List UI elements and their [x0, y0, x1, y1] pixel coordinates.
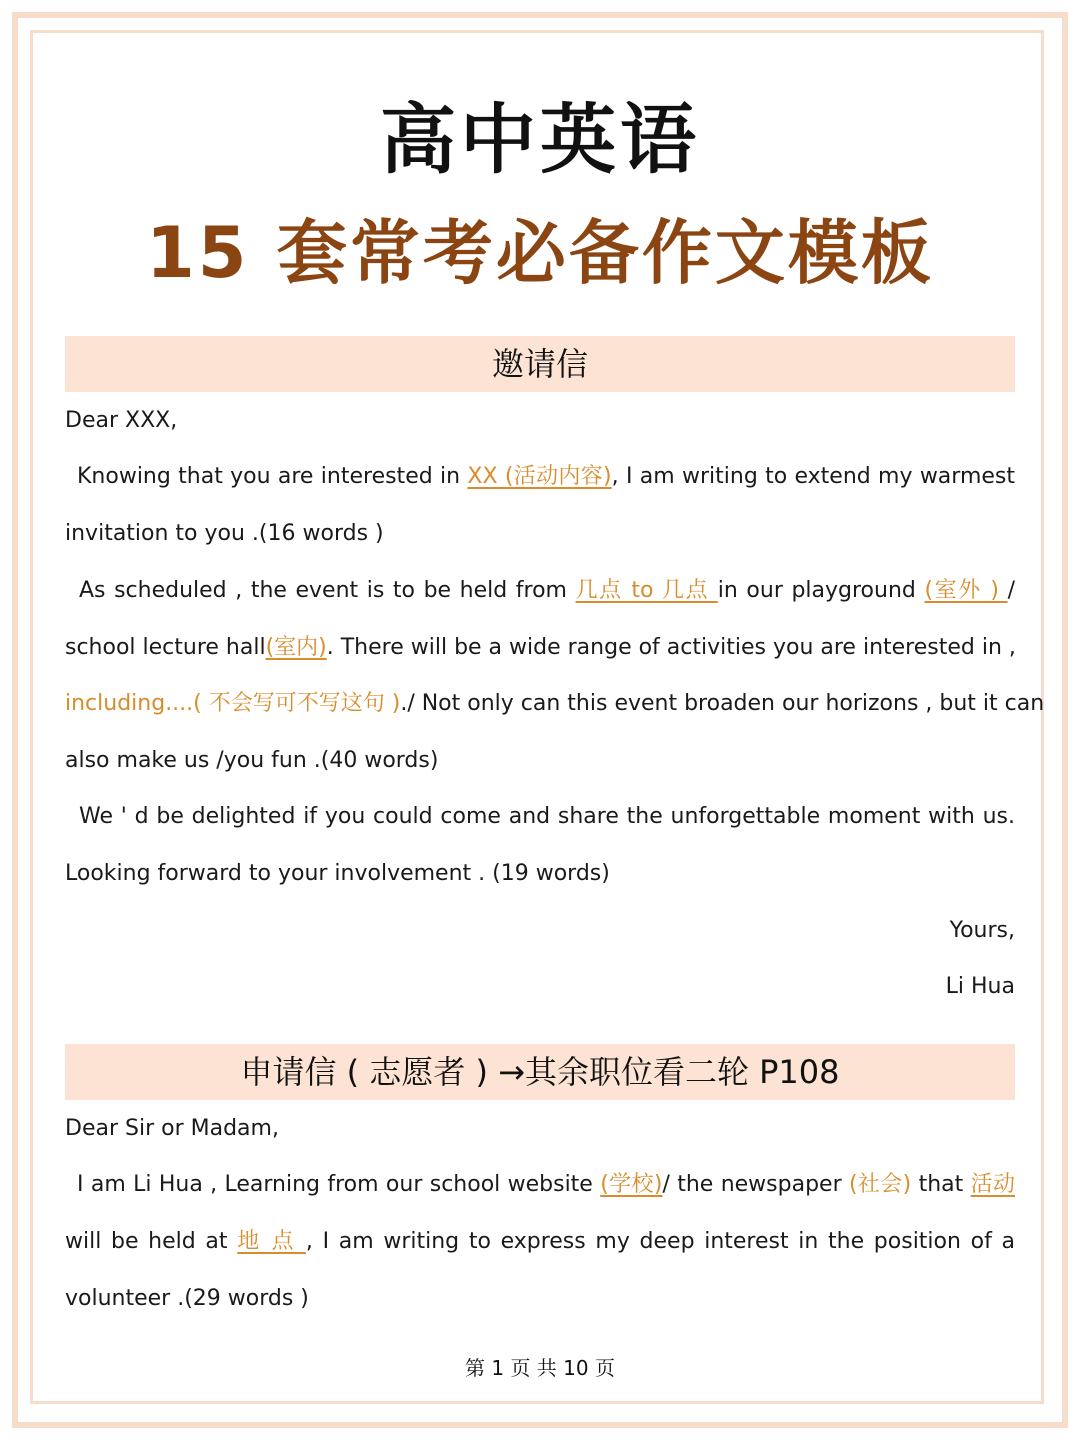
main-title: 高中英语 [380, 95, 700, 184]
paragraph-line [65, 1227, 1015, 1257]
blank-time: 几点 to 几点 [575, 578, 718, 603]
paragraph-line [65, 689, 1045, 719]
text: , I am writing to extend my warmest [611, 464, 1016, 489]
blank-place: 地 点 [237, 1229, 306, 1254]
sub-title: 15 套常考必备作文模板 [146, 212, 934, 294]
paragraph-line: We ' d be delighted if you could come and share the unforgettable moment with us. [79, 804, 1015, 829]
closing: Yours, [949, 918, 1015, 943]
text: / the newspaper [662, 1172, 849, 1197]
signature: Li Hua [945, 974, 1015, 999]
paragraph-line: also make us /you fun .(40 words) [65, 748, 439, 773]
text: I am Li Hua , Learning from our school website [77, 1172, 601, 1197]
paragraph-line: Looking forward to your involvement . (19 words) [65, 861, 610, 886]
text: that [911, 1172, 971, 1197]
paragraph-line [65, 462, 1015, 492]
text: will be held at [65, 1229, 238, 1254]
paragraph-line: invitation to you .(16 words ) [65, 521, 384, 546]
paragraph-line [65, 633, 1015, 663]
blank-event: 活动 [970, 1172, 1016, 1197]
blank-outdoor: (室外 ) [924, 578, 1008, 603]
text: ./ Not only can this event broaden our horizons , but it can [400, 691, 1045, 716]
paragraph-line [65, 1170, 1015, 1200]
salutation: Dear XXX, [65, 408, 178, 433]
blank-school: (学校) [600, 1172, 663, 1197]
page-number: 第 1 页 共 10 页 [465, 1356, 615, 1380]
text: , I am writing to express my deep interest in the position of a [305, 1229, 1015, 1254]
text: in our playground [717, 578, 925, 603]
blank-activity: XX (活动内容) [467, 464, 612, 489]
paragraph-line [65, 576, 1015, 606]
text: . There will be a wide range of activities you are interested in , [326, 635, 1016, 660]
salutation: Dear Sir or Madam, [65, 1116, 279, 1141]
text: school lecture hall [65, 635, 266, 660]
section-heading-invitation: 邀请信 [65, 336, 1015, 392]
text: / [1007, 578, 1015, 603]
section-heading-application: 申请信 ( 志愿者 ) →其余职位看二轮 P108 [65, 1044, 1015, 1100]
blank-indoor: (室内) [265, 635, 327, 660]
text: As scheduled , the event is to be held from [79, 578, 576, 603]
blank-society: (社会) [848, 1172, 912, 1197]
text: Knowing that you are interested in [77, 464, 468, 489]
paragraph-line: volunteer .(29 words ) [65, 1286, 309, 1311]
optional-sentence: including....( 不会写可不写这句 ) [65, 691, 401, 716]
